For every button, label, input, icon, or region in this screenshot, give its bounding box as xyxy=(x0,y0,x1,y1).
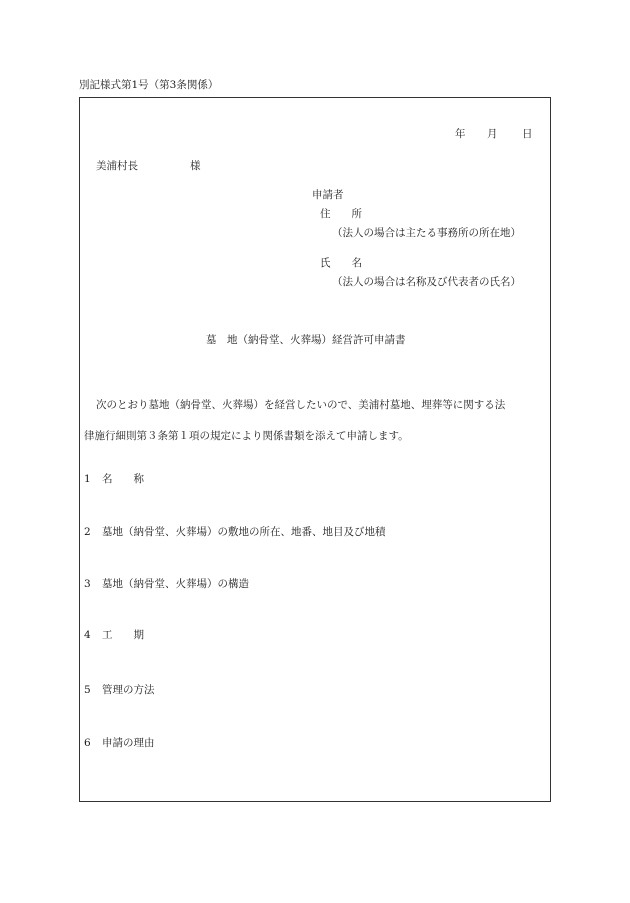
form-label: 別記様式第1号（第3条関係） xyxy=(79,79,219,91)
item-number: 6 xyxy=(84,737,91,749)
form-item-application-reason xyxy=(84,738,155,749)
item-label: 管理の方法 xyxy=(102,684,155,696)
form-frame xyxy=(79,97,551,802)
form-item-construction-period xyxy=(84,630,144,641)
date-day-label: 日 xyxy=(522,128,533,140)
document-title: 墓 地（納骨堂、火葬場）経営許可申請書 xyxy=(206,334,406,346)
item-label: 工 期 xyxy=(102,629,144,641)
applicant-address-label: 住 所 xyxy=(320,208,362,220)
form-item-management-method xyxy=(84,685,155,696)
applicant-name-note: （法人の場合は名称及び代表者の氏名） xyxy=(332,276,521,288)
addressee-name: 美浦村長 xyxy=(96,160,138,172)
date-year-label: 年 xyxy=(455,128,466,140)
item-label: 名 称 xyxy=(102,473,144,485)
item-label: 申請の理由 xyxy=(102,737,155,749)
item-number: 1 xyxy=(84,473,91,485)
form-item-site-location xyxy=(84,527,386,538)
form-item-structure xyxy=(84,579,249,590)
item-number: 5 xyxy=(84,684,91,696)
applicant-name-label: 氏 名 xyxy=(320,257,362,269)
addressee-honorific: 様 xyxy=(190,160,201,172)
item-label: 墓地（納骨堂、火葬場）の構造 xyxy=(102,578,249,590)
date-month-label: 月 xyxy=(487,128,498,140)
item-label: 墓地（納骨堂、火葬場）の敷地の所在、地番、地目及び地積 xyxy=(102,526,386,538)
applicant-address-note: （法人の場合は主たる事務所の所在地） xyxy=(332,227,521,239)
body-text-line-1: 次のとおり墓地（納骨堂、火葬場）を経営したいので、美浦村墓地、埋葬等に関する法 xyxy=(96,399,506,411)
form-item-name xyxy=(84,474,144,485)
body-text-line-2: 律施行細則第３条第１項の規定により関係書類を添えて申請します。 xyxy=(84,430,409,442)
item-number: 4 xyxy=(84,629,91,641)
item-number: 3 xyxy=(84,578,91,590)
item-number: 2 xyxy=(84,526,91,538)
applicant-label: 申請者 xyxy=(312,189,344,201)
